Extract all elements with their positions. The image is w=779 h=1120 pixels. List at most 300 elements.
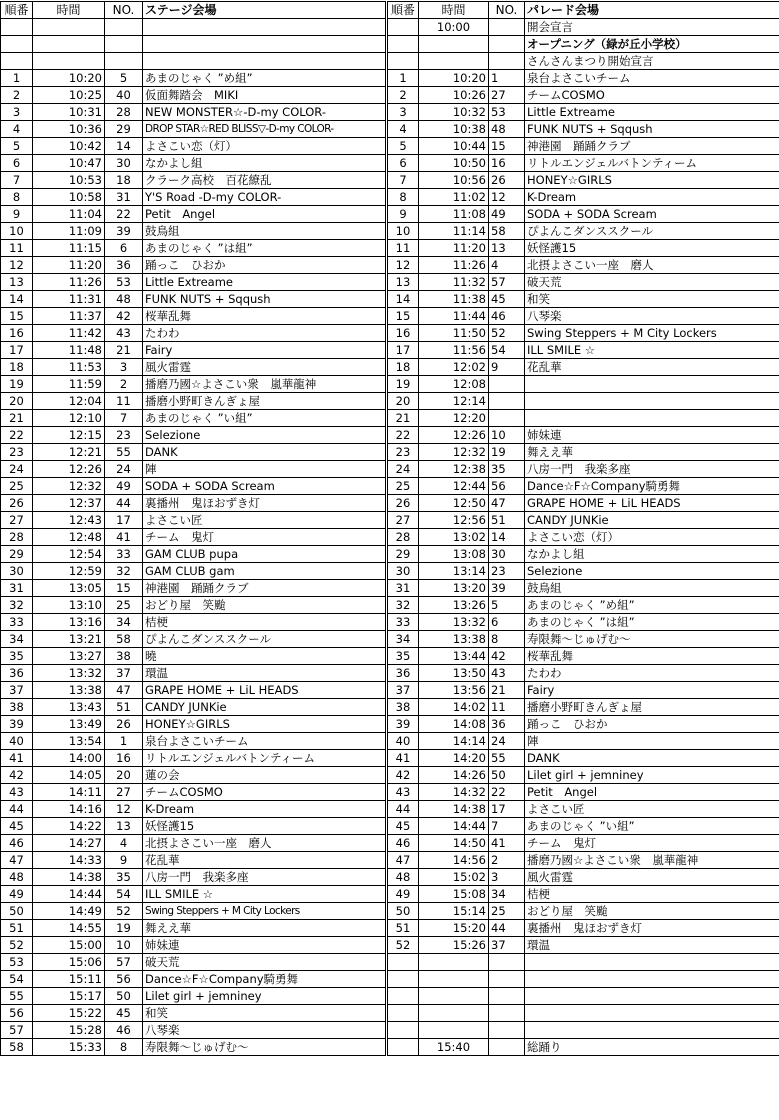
table-row	[1, 444, 779, 461]
parade-time-cell: 14:56	[419, 852, 489, 869]
parade-no-cell: 46	[489, 308, 525, 325]
stage-order-cell: 34	[1, 631, 33, 648]
parade-time-cell: 14:32	[419, 784, 489, 801]
parade-time-cell: 11:14	[419, 223, 489, 240]
parade-order-cell: 18	[387, 359, 419, 376]
stage-order-cell: 38	[1, 699, 33, 716]
table-row	[1, 852, 779, 869]
stage-no-cell: 14	[105, 138, 143, 155]
parade-team-name	[525, 393, 779, 410]
parade-no-cell: 57	[489, 274, 525, 291]
parade-time-cell: 10:20	[419, 70, 489, 87]
stage-team-name: Y'S Road -D-my COLOR-	[143, 189, 387, 206]
parade-team-name: 八房一門 我楽多座	[525, 461, 779, 478]
stage-time-cell: 10:58	[33, 189, 105, 206]
table-row	[1, 410, 779, 427]
stage-no-cell: 4	[105, 835, 143, 852]
parade-team-name: 寿限舞～じゅげむ～	[525, 631, 779, 648]
parade-no-cell	[489, 376, 525, 393]
stage-team-name: Fairy	[143, 342, 387, 359]
stage-team-name: リトルエンジェルバトンティーム	[143, 750, 387, 767]
parade-no-cell	[489, 53, 525, 70]
parade-time-cell: 12:38	[419, 461, 489, 478]
parade-no-cell: 4	[489, 257, 525, 274]
stage-no-cell: 30	[105, 155, 143, 172]
table-row	[1, 257, 779, 274]
parade-no-cell: 51	[489, 512, 525, 529]
parade-no-cell: 54	[489, 342, 525, 359]
header-time-parade: 時間	[419, 2, 489, 19]
parade-no-cell: 43	[489, 665, 525, 682]
parade-order-cell: 4	[387, 121, 419, 138]
stage-time-cell: 13:27	[33, 648, 105, 665]
parade-team-name: 桜華乱舞	[525, 648, 779, 665]
parade-order-cell: 46	[387, 835, 419, 852]
parade-order-cell	[387, 1039, 419, 1056]
parade-no-cell: 44	[489, 920, 525, 937]
stage-team-name: あまのじゃく ”は組”	[143, 240, 387, 257]
parade-order-cell: 13	[387, 274, 419, 291]
stage-order-cell: 14	[1, 291, 33, 308]
parade-no-cell	[489, 36, 525, 53]
parade-time-cell: 14:14	[419, 733, 489, 750]
parade-time-cell: 13:44	[419, 648, 489, 665]
stage-no-cell: 45	[105, 1005, 143, 1022]
stage-no-cell: 50	[105, 988, 143, 1005]
parade-no-cell: 21	[489, 682, 525, 699]
table-row	[1, 427, 779, 444]
stage-team-name: 姉妹連	[143, 937, 387, 954]
stage-no-cell: 31	[105, 189, 143, 206]
schedule-table	[0, 1, 779, 1056]
table-row	[1, 70, 779, 87]
table-row	[1, 920, 779, 937]
stage-time-cell: 14:11	[33, 784, 105, 801]
parade-no-cell: 50	[489, 767, 525, 784]
stage-no-cell: 1	[105, 733, 143, 750]
parade-team-name: あまのじゃく ”い組”	[525, 818, 779, 835]
table-row	[1, 155, 779, 172]
parade-order-cell: 34	[387, 631, 419, 648]
stage-no-cell: 48	[105, 291, 143, 308]
stage-order-cell: 42	[1, 767, 33, 784]
parade-team-name: Petit Angel	[525, 784, 779, 801]
stage-team-name: クラーク高校 百花繚乱	[143, 172, 387, 189]
parade-team-name: GRAPE HOME + LiL HEADS	[525, 495, 779, 512]
parade-no-cell: 49	[489, 206, 525, 223]
intro-row	[1, 36, 779, 53]
stage-team-name: あまのじゃく ”め組”	[143, 70, 387, 87]
stage-order-cell: 22	[1, 427, 33, 444]
parade-no-cell: 2	[489, 852, 525, 869]
stage-no-cell: 56	[105, 971, 143, 988]
table-row	[1, 342, 779, 359]
stage-team-name: CANDY JUNKie	[143, 699, 387, 716]
stage-no-cell	[105, 53, 143, 70]
stage-time-cell: 12:04	[33, 393, 105, 410]
parade-time-cell: 10:56	[419, 172, 489, 189]
stage-no-cell: 34	[105, 614, 143, 631]
parade-team-name: 花乱華	[525, 359, 779, 376]
stage-time-cell: 13:10	[33, 597, 105, 614]
parade-team-name: チームCOSMO	[525, 87, 779, 104]
table-row	[1, 971, 779, 988]
parade-order-cell: 44	[387, 801, 419, 818]
stage-order-cell: 11	[1, 240, 33, 257]
intro-event-name: 開会宣言	[525, 19, 779, 36]
parade-no-cell	[489, 19, 525, 36]
parade-no-cell	[489, 954, 525, 971]
stage-time-cell: 11:15	[33, 240, 105, 257]
stage-time-cell: 11:48	[33, 342, 105, 359]
parade-time-cell	[419, 1005, 489, 1022]
stage-time-cell: 10:53	[33, 172, 105, 189]
table-row	[1, 1039, 779, 1056]
stage-order-cell: 32	[1, 597, 33, 614]
table-row	[1, 359, 779, 376]
parade-no-cell: 47	[489, 495, 525, 512]
stage-order-cell: 23	[1, 444, 33, 461]
table-row	[1, 478, 779, 495]
parade-time-cell: 14:44	[419, 818, 489, 835]
parade-order-cell	[387, 19, 419, 36]
stage-no-cell: 9	[105, 852, 143, 869]
stage-order-cell: 33	[1, 614, 33, 631]
parade-team-name: K-Dream	[525, 189, 779, 206]
parade-no-cell: 26	[489, 172, 525, 189]
stage-time-cell: 12:15	[33, 427, 105, 444]
stage-order-cell: 4	[1, 121, 33, 138]
stage-time-cell: 14:49	[33, 903, 105, 920]
stage-order-cell: 57	[1, 1022, 33, 1039]
stage-time-cell: 14:33	[33, 852, 105, 869]
stage-order-cell: 39	[1, 716, 33, 733]
table-row	[1, 665, 779, 682]
table-row	[1, 869, 779, 886]
parade-order-cell: 22	[387, 427, 419, 444]
stage-time-cell: 14:55	[33, 920, 105, 937]
stage-order-cell: 52	[1, 937, 33, 954]
stage-order-cell: 30	[1, 563, 33, 580]
stage-time-cell: 12:43	[33, 512, 105, 529]
parade-team-name: リトルエンジェルバトンティーム	[525, 155, 779, 172]
stage-team-name: チーム 鬼灯	[143, 529, 387, 546]
stage-team-name: DROP STAR☆RED BLISS▽-D-my COLOR-	[143, 121, 387, 138]
stage-time-cell: 15:33	[33, 1039, 105, 1056]
parade-order-cell: 1	[387, 70, 419, 87]
stage-order-cell: 56	[1, 1005, 33, 1022]
parade-time-cell: 15:08	[419, 886, 489, 903]
parade-time-cell: 10:50	[419, 155, 489, 172]
stage-team-name: 舞ええ華	[143, 920, 387, 937]
table-row	[1, 274, 779, 291]
table-row	[1, 529, 779, 546]
parade-order-cell: 48	[387, 869, 419, 886]
table-row	[1, 1005, 779, 1022]
stage-team-name: 播磨乃國☆よさこい衆 嵐華龍神	[143, 376, 387, 393]
stage-time-cell: 12:48	[33, 529, 105, 546]
parade-team-name	[525, 988, 779, 1005]
table-row	[1, 189, 779, 206]
stage-time-cell: 15:11	[33, 971, 105, 988]
stage-order-cell: 8	[1, 189, 33, 206]
stage-team-name: 妖怪護15	[143, 818, 387, 835]
table-row	[1, 801, 779, 818]
stage-order-cell	[1, 19, 33, 36]
stage-time-cell: 11:20	[33, 257, 105, 274]
table-row	[1, 580, 779, 597]
table-row	[1, 988, 779, 1005]
parade-team-name: 播磨小野町きんぎょ屋	[525, 699, 779, 716]
stage-order-cell: 7	[1, 172, 33, 189]
stage-team-name: なかよし組	[143, 155, 387, 172]
parade-no-cell: 53	[489, 104, 525, 121]
parade-time-cell: 14:20	[419, 750, 489, 767]
parade-order-cell: 28	[387, 529, 419, 546]
stage-order-cell: 3	[1, 104, 33, 121]
parade-time-cell	[419, 954, 489, 971]
parade-no-cell: 25	[489, 903, 525, 920]
table-row	[1, 376, 779, 393]
stage-team-name: 寿限舞～じゅげむ～	[143, 1039, 387, 1056]
stage-team-name: 風火雷霆	[143, 359, 387, 376]
table-row	[1, 104, 779, 121]
header-stage-venue: ステージ会場	[143, 2, 387, 19]
parade-no-cell	[489, 988, 525, 1005]
table-row	[1, 495, 779, 512]
stage-no-cell: 52	[105, 903, 143, 920]
stage-time-cell: 12:59	[33, 563, 105, 580]
parade-time-cell	[419, 971, 489, 988]
parade-no-cell: 55	[489, 750, 525, 767]
stage-team-name: SODA + SODA Scream	[143, 478, 387, 495]
header-parade-venue: パレード会場	[525, 2, 779, 19]
parade-order-cell: 41	[387, 750, 419, 767]
parade-no-cell: 7	[489, 818, 525, 835]
stage-no-cell: 3	[105, 359, 143, 376]
stage-order-cell: 27	[1, 512, 33, 529]
parade-no-cell: 34	[489, 886, 525, 903]
parade-no-cell	[489, 410, 525, 427]
stage-no-cell: 49	[105, 478, 143, 495]
parade-time-cell	[419, 988, 489, 1005]
parade-no-cell: 9	[489, 359, 525, 376]
stage-name-cell	[143, 19, 387, 36]
parade-order-cell: 29	[387, 546, 419, 563]
parade-order-cell: 37	[387, 682, 419, 699]
parade-order-cell: 52	[387, 937, 419, 954]
stage-team-name: GAM CLUB gam	[143, 563, 387, 580]
stage-team-name: あまのじゃく ”い組”	[143, 410, 387, 427]
parade-time-cell: 11:02	[419, 189, 489, 206]
stage-no-cell: 19	[105, 920, 143, 937]
parade-team-name: FUNK NUTS + Sqqush	[525, 121, 779, 138]
stage-time-cell: 11:37	[33, 308, 105, 325]
parade-order-cell: 7	[387, 172, 419, 189]
stage-time-cell: 14:44	[33, 886, 105, 903]
stage-time-cell: 11:31	[33, 291, 105, 308]
stage-no-cell: 55	[105, 444, 143, 461]
stage-order-cell: 12	[1, 257, 33, 274]
parade-order-cell	[387, 1022, 419, 1039]
stage-time-cell: 14:22	[33, 818, 105, 835]
parade-time-cell: 10:26	[419, 87, 489, 104]
stage-order-cell: 15	[1, 308, 33, 325]
parade-time-cell: 12:08	[419, 376, 489, 393]
parade-team-name: あまのじゃく ”め組”	[525, 597, 779, 614]
parade-order-cell: 10	[387, 223, 419, 240]
parade-time-cell: 11:44	[419, 308, 489, 325]
stage-team-name: 環温	[143, 665, 387, 682]
parade-no-cell: 24	[489, 733, 525, 750]
stage-time-cell: 12:21	[33, 444, 105, 461]
stage-no-cell	[105, 36, 143, 53]
table-row	[1, 172, 779, 189]
parade-team-name: Fairy	[525, 682, 779, 699]
stage-order-cell: 19	[1, 376, 33, 393]
stage-team-name: 桜華乱舞	[143, 308, 387, 325]
parade-order-cell: 21	[387, 410, 419, 427]
table-row	[1, 784, 779, 801]
parade-no-cell: 3	[489, 869, 525, 886]
parade-no-cell: 15	[489, 138, 525, 155]
stage-team-name: Petit Angel	[143, 206, 387, 223]
stage-no-cell: 37	[105, 665, 143, 682]
parade-order-cell: 9	[387, 206, 419, 223]
stage-team-name: 仮面舞踏会 MIKI	[143, 87, 387, 104]
parade-team-name: 踊っこ ひおか	[525, 716, 779, 733]
stage-order-cell: 50	[1, 903, 33, 920]
stage-order-cell: 16	[1, 325, 33, 342]
parade-time-cell: 11:26	[419, 257, 489, 274]
header-no-parade: NO.	[489, 2, 525, 19]
stage-team-name: Dance☆F☆Company騎勇舞	[143, 971, 387, 988]
stage-time-cell: 11:09	[33, 223, 105, 240]
stage-order-cell: 54	[1, 971, 33, 988]
parade-no-cell: 12	[489, 189, 525, 206]
parade-team-name: あまのじゃく ”は組”	[525, 614, 779, 631]
parade-order-cell: 31	[387, 580, 419, 597]
parade-order-cell: 16	[387, 325, 419, 342]
stage-time-cell	[33, 19, 105, 36]
parade-no-cell: 56	[489, 478, 525, 495]
table-row	[1, 240, 779, 257]
parade-order-cell: 14	[387, 291, 419, 308]
parade-order-cell: 12	[387, 257, 419, 274]
intro-time-cell	[419, 36, 489, 53]
parade-team-name: 和笑	[525, 291, 779, 308]
stage-time-cell	[33, 36, 105, 53]
parade-team-name: 裏播州 鬼ほおずき灯	[525, 920, 779, 937]
stage-no-cell: 43	[105, 325, 143, 342]
stage-team-name: Little Extreame	[143, 274, 387, 291]
stage-time-cell: 11:04	[33, 206, 105, 223]
stage-time-cell: 12:10	[33, 410, 105, 427]
header-time: 時間	[33, 2, 105, 19]
parade-order-cell: 47	[387, 852, 419, 869]
stage-order-cell: 10	[1, 223, 33, 240]
stage-order-cell: 9	[1, 206, 33, 223]
table-row	[1, 750, 779, 767]
stage-no-cell: 36	[105, 257, 143, 274]
closing-time-cell: 15:40	[419, 1039, 489, 1056]
stage-time-cell: 13:21	[33, 631, 105, 648]
table-row	[1, 223, 779, 240]
parade-no-cell: 36	[489, 716, 525, 733]
parade-order-cell	[387, 36, 419, 53]
stage-team-name: 八琴楽	[143, 1022, 387, 1039]
stage-team-name: K-Dream	[143, 801, 387, 818]
parade-order-cell: 24	[387, 461, 419, 478]
stage-order-cell: 29	[1, 546, 33, 563]
stage-order-cell: 51	[1, 920, 33, 937]
stage-time-cell: 10:47	[33, 155, 105, 172]
parade-time-cell: 14:26	[419, 767, 489, 784]
parade-order-cell	[387, 954, 419, 971]
header-no: NO.	[105, 2, 143, 19]
stage-no-cell: 26	[105, 716, 143, 733]
stage-order-cell: 26	[1, 495, 33, 512]
stage-time-cell: 11:26	[33, 274, 105, 291]
stage-order-cell: 43	[1, 784, 33, 801]
header-row	[1, 2, 779, 19]
stage-time-cell: 10:31	[33, 104, 105, 121]
table-row	[1, 308, 779, 325]
stage-no-cell: 15	[105, 580, 143, 597]
stage-order-cell: 49	[1, 886, 33, 903]
stage-time-cell: 11:42	[33, 325, 105, 342]
parade-time-cell: 11:20	[419, 240, 489, 257]
stage-no-cell: 28	[105, 104, 143, 121]
stage-no-cell: 39	[105, 223, 143, 240]
table-row	[1, 512, 779, 529]
table-row	[1, 325, 779, 342]
stage-no-cell: 6	[105, 240, 143, 257]
parade-order-cell	[387, 971, 419, 988]
table-row	[1, 699, 779, 716]
parade-no-cell: 23	[489, 563, 525, 580]
stage-time-cell	[33, 53, 105, 70]
stage-time-cell: 14:00	[33, 750, 105, 767]
parade-no-cell: 45	[489, 291, 525, 308]
intro-time-cell: 10:00	[419, 19, 489, 36]
parade-no-cell: 5	[489, 597, 525, 614]
stage-no-cell: 25	[105, 597, 143, 614]
table-row	[1, 87, 779, 104]
stage-team-name: 破天荒	[143, 954, 387, 971]
parade-no-cell: 30	[489, 546, 525, 563]
intro-time-cell	[419, 53, 489, 70]
parade-time-cell: 13:08	[419, 546, 489, 563]
parade-time-cell: 13:32	[419, 614, 489, 631]
stage-team-name: GAM CLUB pupa	[143, 546, 387, 563]
stage-no-cell: 29	[105, 121, 143, 138]
parade-time-cell: 12:20	[419, 410, 489, 427]
table-row	[1, 903, 779, 920]
stage-team-name: 和笑	[143, 1005, 387, 1022]
stage-order-cell: 55	[1, 988, 33, 1005]
stage-order-cell: 2	[1, 87, 33, 104]
stage-no-cell	[105, 19, 143, 36]
stage-team-name: Swing Steppers + M City Lockers	[143, 903, 387, 920]
stage-order-cell: 17	[1, 342, 33, 359]
stage-no-cell: 38	[105, 648, 143, 665]
parade-time-cell: 12:44	[419, 478, 489, 495]
parade-team-name: たわわ	[525, 665, 779, 682]
parade-no-cell: 14	[489, 529, 525, 546]
stage-team-name: よさこい恋（灯）	[143, 138, 387, 155]
table-row	[1, 291, 779, 308]
